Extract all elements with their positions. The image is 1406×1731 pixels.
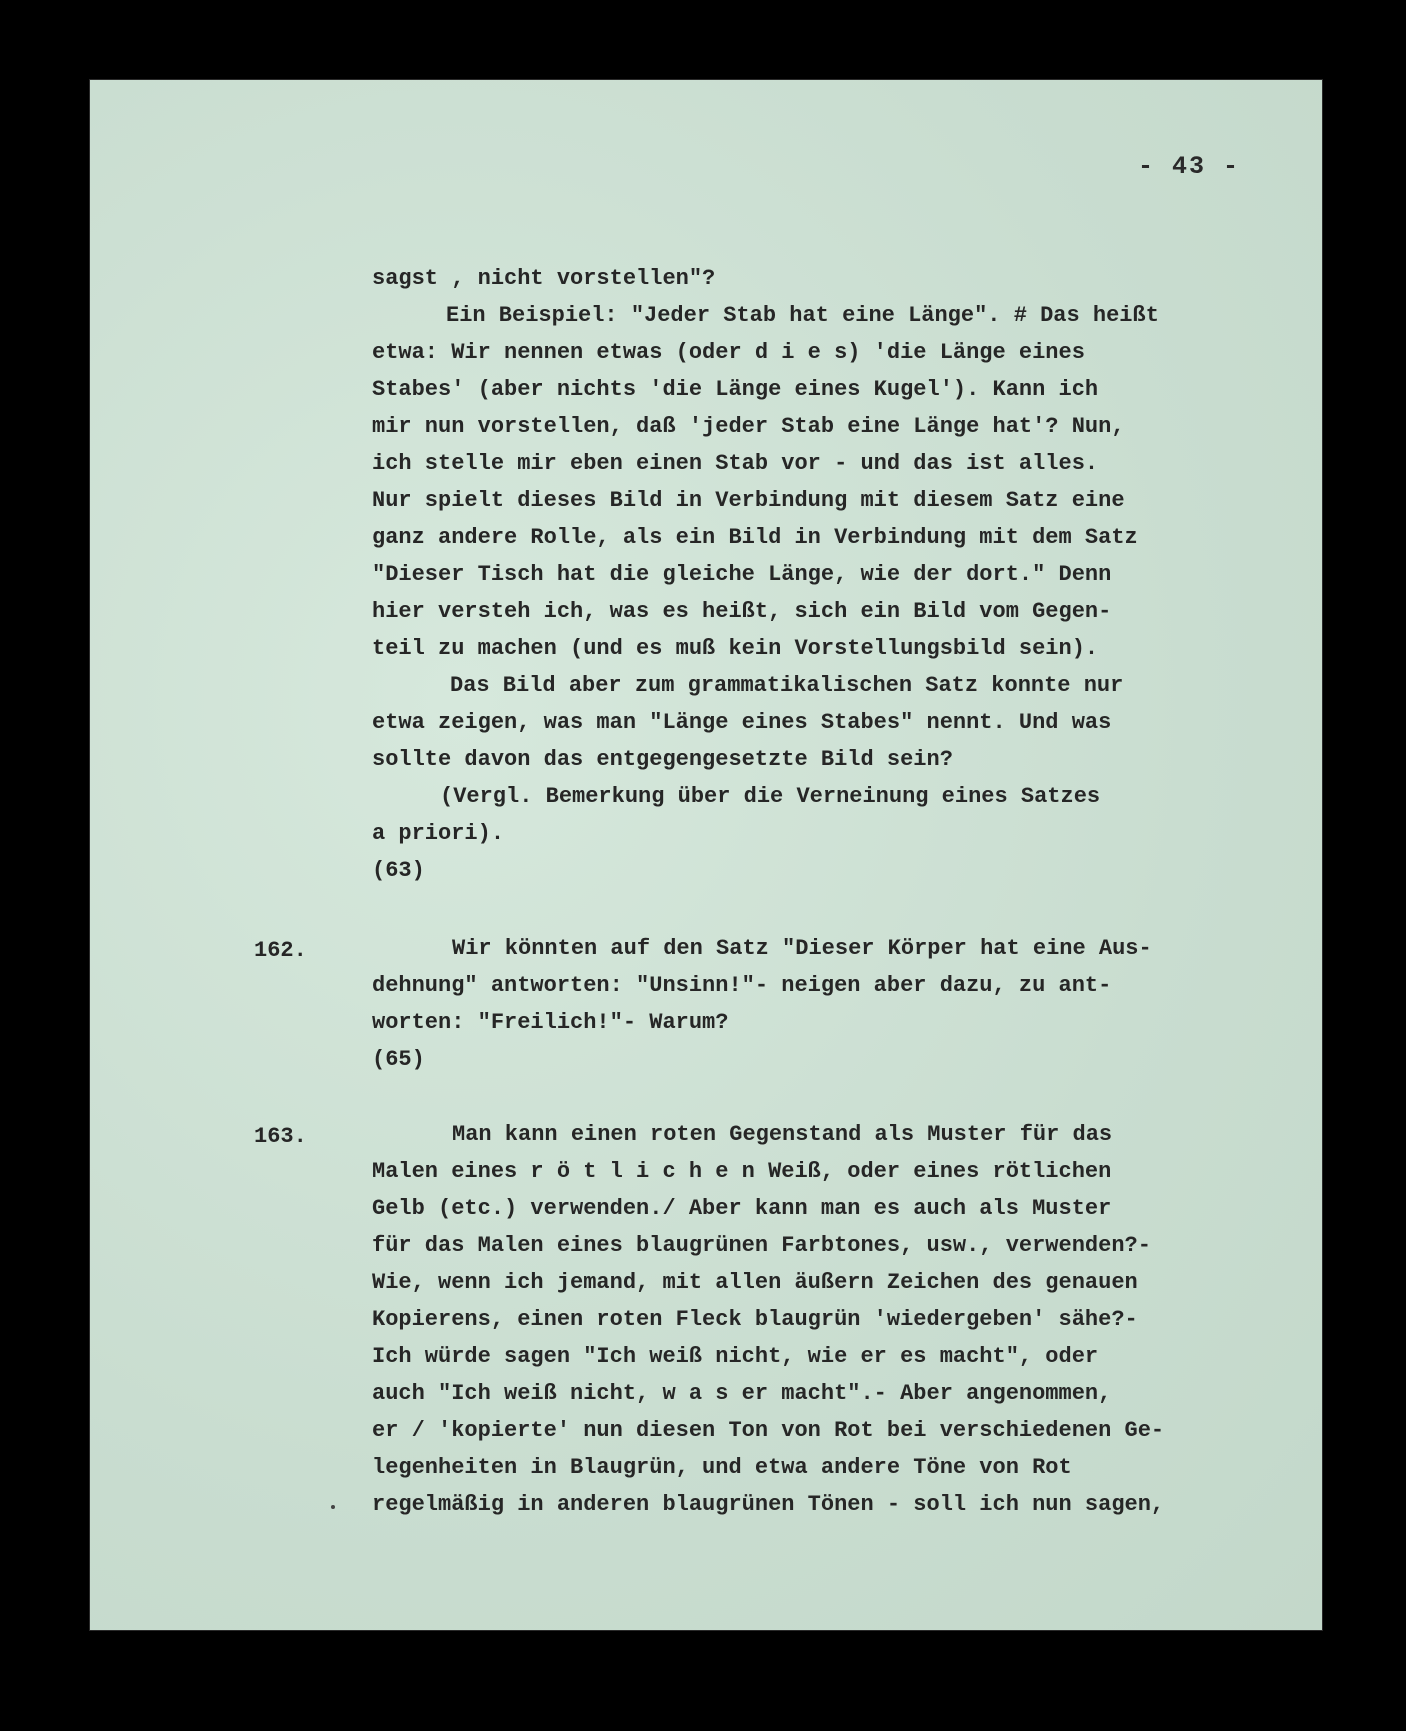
text-line: Ich würde sagen "Ich weiß nicht, wie er es macht", oder bbox=[372, 1344, 1099, 1369]
text-line: auch "Ich weiß nicht, w a s er macht".- Aber angenommen, bbox=[372, 1381, 1112, 1406]
text-line: für das Malen eines blaugrünen Farbtones, usw., verwenden?- bbox=[372, 1233, 1151, 1258]
text-line: worten: "Freilich!"- Warum? bbox=[372, 1010, 729, 1035]
text-line: dehnung" antworten: "Unsinn!"- neigen aber dazu, zu ant- bbox=[372, 973, 1112, 998]
text-line: Nur spielt dieses Bild in Verbindung mit diesem Satz eine bbox=[372, 488, 1125, 513]
text-line: "Dieser Tisch hat die gleiche Länge, wie der dort." Denn bbox=[372, 562, 1112, 587]
text-line: etwa: Wir nennen etwas (oder d i e s) 'die Länge eines bbox=[372, 340, 1085, 365]
text-line: Wie, wenn ich jemand, mit allen äußern Zeichen des genauen bbox=[372, 1270, 1138, 1295]
text-line: (63) bbox=[372, 858, 425, 883]
text-line: (Vergl. Bemerkung über die Verneinung eines Satzes bbox=[440, 784, 1101, 809]
text-line: sollte davon das entgegengesetzte Bild sein? bbox=[372, 747, 953, 772]
text-line: (65) bbox=[372, 1047, 425, 1072]
text-line: Man kann einen roten Gegenstand als Muster für das bbox=[452, 1122, 1113, 1147]
page-number: - 43 - bbox=[1138, 152, 1241, 181]
text-line: Malen eines r ö t l i c h e n Weiß, oder eines rötlichen bbox=[372, 1159, 1112, 1184]
text-line: Stabes' (aber nichts 'die Länge eines Kugel'). Kann ich bbox=[372, 377, 1099, 402]
text-line: Wir könnten auf den Satz "Dieser Körper hat eine Aus- bbox=[452, 936, 1152, 961]
text-line: teil zu machen (und es muß kein Vorstellungsbild sein). bbox=[372, 636, 1099, 661]
text-line: legenheiten in Blaugrün, und etwa andere Töne von Rot bbox=[372, 1455, 1072, 1480]
text-line: sagst , nicht vorstellen"? bbox=[372, 266, 716, 291]
text-line: mir nun vorstellen, daß 'jeder Stab eine Länge hat'? Nun, bbox=[372, 414, 1125, 439]
text-line: etwa zeigen, was man "Länge eines Stabes" nennt. Und was bbox=[372, 710, 1112, 735]
text-line: Kopierens, einen roten Fleck blaugrün 'wiedergeben' sähe?- bbox=[372, 1307, 1138, 1332]
text-line: ich stelle mir eben einen Stab vor - und das ist alles. bbox=[372, 451, 1099, 476]
text-line: Ein Beispiel: "Jeder Stab hat eine Länge". # Das heißt bbox=[446, 303, 1159, 328]
section-number-163: 163. bbox=[254, 1124, 307, 1149]
text-line: a priori). bbox=[372, 821, 505, 846]
text-line: Gelb (etc.) verwenden./ Aber kann man es auch als Muster bbox=[372, 1196, 1112, 1221]
text-line: Das Bild aber zum grammatikalischen Satz konnte nur bbox=[450, 673, 1124, 698]
ink-dot bbox=[331, 1505, 335, 1509]
text-line: ganz andere Rolle, als ein Bild in Verbindung mit dem Satz bbox=[372, 525, 1138, 550]
text-line: regelmäßig in anderen blaugrünen Tönen - soll ich nun sagen, bbox=[372, 1492, 1165, 1517]
text-line: hier versteh ich, was es heißt, sich ein Bild vom Gegen- bbox=[372, 599, 1112, 624]
section-number-162: 162. bbox=[254, 938, 307, 963]
text-line: er / 'kopierte' nun diesen Ton von Rot bei verschiedenen Ge- bbox=[372, 1418, 1165, 1443]
